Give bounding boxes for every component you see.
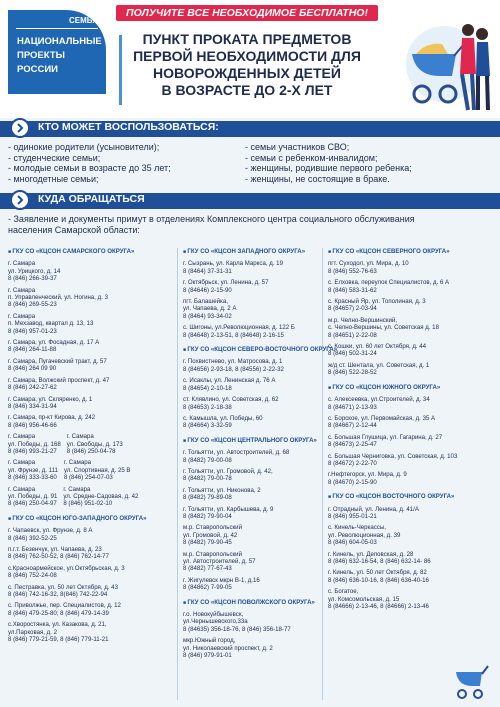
address-line: ул. Свободы, д. 173	[66, 440, 123, 448]
address-line: 8 (846) 479-25-80; 8 (846) 479-14-39	[8, 609, 109, 617]
address-line: с. Борское, ул. Первомайская, д. 35 А	[328, 414, 436, 422]
address-line: ул. Комсомольская, д. 15	[328, 595, 400, 603]
address-line: г. Самара	[8, 459, 36, 467]
title-line: В ВОЗРАСТЕ ДО 2-Х ЛЕТ	[161, 82, 333, 98]
address-line: 8 (8482) 79-00-78	[183, 475, 232, 483]
address-block	[8, 377, 147, 392]
address-block	[183, 449, 337, 464]
address-block	[183, 637, 337, 659]
address-line: г. Кинель, ул. 50 лет Октября, д. 82	[328, 569, 427, 577]
address-line: 8 (846) 333-33-60	[8, 474, 57, 482]
address-line: ул. Революционная, д. 39	[328, 531, 401, 539]
address-line: пгт. Балашейка,	[183, 298, 228, 306]
address-line: ул. Урицкого, д. 14	[8, 267, 61, 275]
district-heading: ■ ГКУ СО «КЦСОН ЮГО-ЗАПАДНОГО ОКРУГА»	[8, 515, 147, 523]
address-block	[183, 506, 337, 521]
address-line: г. Жигулевск мкрн В-1, д.16	[183, 576, 260, 584]
address-line: 8 (846) 957-01-23	[8, 327, 57, 335]
logo-semya: СЕМЬЯ	[69, 16, 98, 25]
address-block	[8, 527, 147, 542]
address-line: с. Шигоны, ул.Революционная, д. 122 Б	[183, 324, 295, 332]
address-pair	[8, 433, 147, 455]
address-pair	[8, 486, 147, 508]
address-block	[328, 396, 457, 411]
district-heading: ■ ГКУ СО «КЦСОН СЕВЕРО-ВОСТОЧНОГО ОКРУГА»	[183, 346, 337, 354]
address-block	[328, 415, 457, 430]
address-block	[183, 524, 337, 546]
address-line: с. Пестравка, ул. 50 лет Октября, д. 43	[8, 583, 118, 591]
address-block	[183, 487, 337, 502]
address-block	[328, 343, 457, 358]
address-line: ж/д ст. Шентала, ул. Советская, д. 1	[328, 361, 430, 369]
where-section-header	[0, 193, 500, 209]
address-line: г. Самара, Волжский проспект, д. 47	[8, 376, 110, 384]
address-block	[183, 358, 337, 373]
address-block	[328, 524, 457, 546]
address-line: 8 (84862) 7-99-05	[183, 584, 232, 592]
address-line: 8 (84635) 356-18-76, 8 (846) 356-18-77	[183, 625, 291, 633]
address-block	[183, 611, 337, 633]
family-stroller-illustration	[382, 14, 494, 114]
address-line: ул. Громовой, д. 42	[183, 531, 238, 539]
column-west	[183, 248, 337, 659]
list-item: - женщины, не состоящие в браке.	[245, 173, 390, 184]
address-pair	[8, 459, 147, 481]
logo-line-1: НАЦИОНАЛЬНЫЕ	[17, 36, 102, 47]
address-line: г. Самара	[8, 260, 36, 268]
address-line: г. Отрадный, ул. Ленина, д. 41/А	[328, 505, 419, 513]
address-block	[67, 433, 123, 455]
list-item: - женщины, родившие первого ребенка;	[245, 163, 412, 173]
address-line: ул.Чернышевского,33а	[183, 618, 248, 626]
address-line: г. Октябрьск, ул. Ленина, д. 57	[183, 279, 269, 287]
who-heading: КТО МОЖЕТ ВОСПОЛЬЗОВАТЬСЯ:	[38, 121, 219, 133]
header	[0, 0, 500, 118]
address-line: с. Челно-Вершины, ул. Советская д. 18	[328, 324, 439, 332]
address-line: м.р. Ставропольский	[183, 550, 242, 558]
address-block	[328, 298, 457, 313]
address-line: 8 (846) 604-05-03	[328, 539, 377, 547]
address-block	[8, 621, 147, 643]
address-line: 8 (846) 583-31-62	[328, 286, 377, 294]
address-line: г. Самара	[66, 433, 94, 441]
district-heading: ■ ГКУ СО «КЦСОН ЦЕНТРАЛЬНОГО ОКРУГА»	[183, 437, 337, 445]
address-line: г. Самара, Пугачевский тракт, д. 57	[8, 357, 107, 365]
address-block	[328, 434, 457, 449]
address-line: г. Тольятти, ул. Автостроителей, д. 68	[183, 449, 290, 457]
page-title	[114, 31, 380, 99]
logo-line-3: РОССИИ	[17, 64, 58, 75]
address-line: п. Мехзавод, квартал д. 13, 13	[8, 320, 94, 328]
stroller-icon	[452, 664, 492, 700]
address-line: ул. Николаевский проспект, д. 2	[183, 644, 273, 652]
address-line: с. Исаклы, ул. Ленинская д. 76 А	[183, 377, 276, 385]
address-line: 8 (8482) 79-90-45	[183, 539, 232, 547]
column-samara	[8, 248, 147, 643]
address-line: 8 (84671) 2-13-93	[328, 403, 377, 411]
address-block	[183, 415, 337, 430]
address-block	[8, 396, 147, 411]
address-block	[328, 317, 457, 339]
where-heading: КУДА ОБРАЩАТЬСЯ	[38, 193, 145, 205]
address-line: 8 (846) 742-16-32, 8(846) 742-22-94	[8, 591, 108, 599]
address-line: 8 (8464) 93-34-02	[183, 312, 232, 320]
address-line: с. Красный Яр, ул. Тополиная, д. 3	[328, 298, 426, 306]
logo-line-2: ПРОЕКТЫ	[17, 50, 65, 61]
address-block	[8, 546, 147, 561]
address-line: г. Самара	[63, 459, 92, 467]
national-projects-logo	[8, 10, 106, 94]
address-line: 8 (846) 334-31-94	[8, 402, 57, 410]
title-line: ПЕРВОЙ НЕОБХОДИМОСТИ ДЛЯ	[133, 48, 361, 64]
address-line: с.Хворостянка, ул. Казакова, д. 21,	[8, 621, 107, 629]
address-block	[8, 584, 147, 599]
address-line: м.р. Ставропольский	[183, 524, 242, 532]
address-line: 8 (84666) 2-13-46, 8 (84666) 2-13-46	[328, 603, 429, 611]
address-line: г. Самара, ул. Фосадная, д. 17 А	[8, 339, 100, 347]
address-line: 8 (846) 752-24-08	[8, 572, 57, 580]
address-line: мкр.Южный город,	[183, 637, 236, 645]
address-line: г. Самара, ул. Скляренко, д. 1	[8, 395, 93, 403]
address-line: 8 (846) 250-04-78	[66, 447, 116, 455]
address-line: 8 (846) 266-39-37	[8, 275, 57, 283]
who-list-left	[8, 142, 171, 184]
address-line: 8 (84657) 2-03-94	[328, 305, 377, 313]
address-line: с. Большая Черниговка, ул. Советская, д. 103	[328, 452, 458, 460]
address-line: с. Камышла, ул. Победы, 60	[183, 414, 263, 422]
address-line: г. Самара	[8, 433, 36, 441]
address-block	[328, 362, 457, 377]
address-line: г. Кинель, ул. Деповская, д. 28	[328, 550, 414, 558]
logo-divider	[16, 28, 98, 29]
address-block	[328, 569, 457, 584]
address-line: ул. Победы, д. 168	[8, 440, 61, 448]
address-line: ул. Фрунзе, д. 111	[8, 466, 58, 474]
chevron-right-icon	[10, 190, 30, 210]
list-item: - одинокие родители (усыновители);	[8, 142, 160, 152]
where-intro	[8, 214, 490, 236]
district-heading: ■ ГКУ СО «КЦСОН СЕВЕРНОГО ОКРУГА»	[328, 248, 457, 256]
district-heading: ■ ГКУ СО «КЦСОН ВОСТОЧНОГО ОКРУГА»	[328, 493, 457, 501]
address-line: 8 (84646) 2-15-90	[183, 286, 232, 294]
address-line: 8 (84667) 2-12-44	[328, 422, 377, 430]
address-block	[64, 459, 131, 481]
address-line: с. Кошки, ул. 60 лет Октября, д. 44	[328, 343, 427, 351]
address-line: г. Тольятти, ул. Карбышева, д. 9	[183, 505, 274, 513]
address-line: 8 (84664) 3-32-59	[183, 422, 232, 430]
address-line: г. Самара	[8, 312, 36, 320]
address-line: 8 (846) 502-31-24	[328, 350, 377, 358]
address-block	[328, 260, 457, 275]
address-line: 8 (846) 552-76-63	[328, 267, 377, 275]
address-line: с. Большая Глушица, ул. Гагарина, д. 27	[328, 433, 443, 441]
chevron-right-icon	[10, 118, 30, 138]
address-line: г. Самара	[8, 286, 36, 294]
address-line: 8 (846) 632-16-54, 8 (846) 632-14- 86	[328, 558, 431, 565]
address-line: г.Нефтегорск, ул. Мира, д. 9	[328, 471, 407, 479]
district-heading: ■ ГКУ СО «КЦСОН САМАРСКОГО ОКРУГА»	[8, 248, 147, 256]
address-block	[183, 377, 337, 392]
free-banner: ПОЛУЧИТЕ ВСЕ НЕОБХОДИМОЕ БЕСПЛАТНО!	[116, 5, 378, 21]
address-line: г. Чапаевск, ул. Фрунзе, д. 8 А	[8, 527, 93, 535]
address-line: г.о. Новокуйбышевск,	[183, 611, 244, 619]
list-item: - семьи участников СВО;	[245, 142, 350, 152]
address-line: 8 (84656) 2-93-18, 8 (84556) 2-22-32	[183, 365, 284, 373]
column-north-south-east	[328, 248, 457, 610]
address-block	[8, 339, 147, 354]
address-block	[328, 551, 457, 566]
address-line: м.р. Челно-Вершинский,	[328, 316, 397, 324]
address-line: с.Красноармейское, ул.Октябрьская, д. 3	[8, 564, 125, 572]
address-block	[8, 433, 61, 455]
who-list-right	[245, 142, 412, 184]
address-line: ул. Средне-Садовая, д. 42	[63, 492, 139, 500]
address-line: 8 (8482) 77-67-43	[183, 565, 232, 573]
address-line: г. Тольятти, ул. Никонова, 2	[183, 486, 261, 494]
address-block	[8, 358, 147, 373]
column-divider	[177, 248, 178, 700]
address-line: с. Богатое,	[328, 588, 359, 596]
address-line: ул. Спортивная, д. 25 В	[63, 466, 131, 474]
address-line: 8 (846) 636-10-16, 8 (846) 636-40-16	[328, 576, 429, 584]
address-line: 8 (846) 264-11-88	[8, 346, 57, 354]
address-line: 8 (8482) 79-00-08	[183, 456, 232, 464]
district-heading: ■ ГКУ СО «КЦСОН ЗАПАДНОГО ОКРУГА»	[183, 248, 337, 256]
address-line: ст. Клявлино, ул. Советская, д. 62	[183, 396, 279, 404]
address-block	[8, 414, 147, 429]
district-heading: ■ ГКУ СО «КЦСОН ЮЖНОГО ОКРУГА»	[328, 384, 457, 392]
address-line: ул. Чапаева, д. 2 А	[183, 305, 237, 313]
address-line: 8 (8482) 79-89-08	[183, 494, 232, 502]
address-line: 8 (84654) 2-10-18	[183, 384, 232, 392]
address-line: 8 (8482) 79-90-04	[183, 512, 232, 520]
address-line: 8 (846) 264 09 90	[8, 365, 57, 373]
address-line: с. Елховка, переулок Специалистов, д. 6 А	[328, 279, 450, 287]
address-block	[183, 260, 337, 275]
address-line: 8 (846) 254-07-03	[63, 474, 113, 482]
address-block	[328, 471, 457, 486]
address-line: с. Кинель-Черкассы,	[328, 524, 386, 532]
address-line: 8 (84673) 2-25-47	[328, 441, 377, 449]
address-line: 8 (846) 242-27-62	[8, 384, 57, 392]
title-line: НОВОРОЖДЕННЫХ ДЕТЕЙ	[153, 65, 341, 81]
address-line: 8 (84653) 2-18-38	[183, 403, 232, 411]
address-block	[183, 279, 337, 294]
address-block	[328, 279, 457, 294]
address-block	[183, 551, 337, 573]
where-text-line: - Заявление и документы примут в отделениях Комплексного центра социального обслуживания	[8, 214, 415, 224]
address-line: 8 (846) 956-46-66	[8, 421, 57, 429]
address-block	[8, 313, 147, 335]
address-block	[183, 324, 337, 339]
address-block	[63, 486, 138, 508]
address-line: 8 (846) 955-01-21	[328, 512, 377, 520]
address-line: 8 (84672) 2-22-70	[328, 459, 377, 467]
address-block	[183, 468, 337, 483]
address-line: п.г.т. Безенчук, ул. Чапаева, д. 23	[8, 546, 102, 553]
address-line: г. Похвистнево, ул. Матросова, д. 1	[183, 358, 283, 366]
address-line: г. Сызрань, ул. Карла Маркса, д. 19	[183, 260, 283, 268]
address-block	[328, 453, 457, 468]
address-line: ул.Парковая, д. 2	[8, 628, 58, 636]
address-line: 8 (846) 522-28-52	[328, 369, 377, 377]
list-item: - многодетные семьи;	[8, 173, 99, 184]
where-text-line: населения Самарской области:	[8, 225, 140, 235]
address-line: г. Самара	[8, 485, 36, 493]
address-line: 8 (846) 392-52-25	[8, 534, 57, 542]
address-line: ул. Автостроителей, д. 57	[183, 558, 256, 565]
who-section-header	[0, 121, 500, 137]
address-line: 8 (846) 951-02-10	[63, 500, 113, 508]
address-line: с. Приволжье, пер. Специалистов, д. 12	[8, 602, 121, 610]
address-block	[8, 260, 147, 282]
address-line: п. Управленческий, ул. Ногина, д. 3	[8, 294, 108, 302]
address-line: г. Тольятти, ул. Громовой, д. 42,	[183, 467, 273, 475]
address-line: с. Алексеевка, ул.Строителей, д. 34	[328, 396, 430, 404]
address-block	[183, 396, 337, 411]
address-line: 8 (846) 979-91-01	[183, 652, 232, 660]
address-line: 8 (846) 250-04-97	[8, 500, 57, 508]
address-line: 8 (846) 779-21-59, 8 (846) 779-11-21	[8, 636, 109, 644]
address-block	[8, 287, 147, 309]
address-block	[183, 577, 337, 592]
address-line: ул. Победы, д. 91	[8, 492, 58, 500]
address-block	[8, 486, 57, 508]
district-heading: ■ ГКУ СО «КЦСОН ПОВОЛЖСКОГО ОКРУГА»	[183, 599, 337, 607]
list-item: - семьи с ребенком-инвалидом;	[245, 152, 378, 163]
address-block	[328, 506, 457, 521]
list-item: - молодые семьи в возрасте до 35 лет;	[8, 163, 171, 173]
address-line: пгт. Суходол, ул. Мира, д. 10	[328, 260, 409, 268]
address-line: г. Самара, пр-кт Кирова, д. 242	[8, 414, 96, 422]
address-line: 8 (84670) 2-15-90	[328, 478, 377, 486]
address-block	[8, 565, 147, 580]
address-block	[328, 588, 457, 610]
address-line: 8 (84651) 2-22-08	[328, 331, 377, 339]
address-block	[8, 602, 147, 617]
address-line: 8 (846) 993-21-27	[8, 447, 57, 455]
address-line: 8 (846) 269-55-23	[8, 301, 57, 309]
address-line: г. Самара	[63, 485, 91, 493]
address-line: 8 (84648) 2-13-51, 8 (84648) 2-16-15	[183, 331, 284, 339]
address-block	[183, 298, 337, 320]
address-line: 8 (8464) 37-31-31	[183, 267, 232, 275]
address-line: 8 (846) 762-50-52, 8 (846) 762-14-77	[8, 553, 109, 561]
list-item: - студенческие семьи;	[8, 152, 101, 163]
address-block	[8, 459, 58, 481]
title-line: ПУНКТ ПРОКАТА ПРЕДМЕТОВ	[142, 31, 352, 47]
